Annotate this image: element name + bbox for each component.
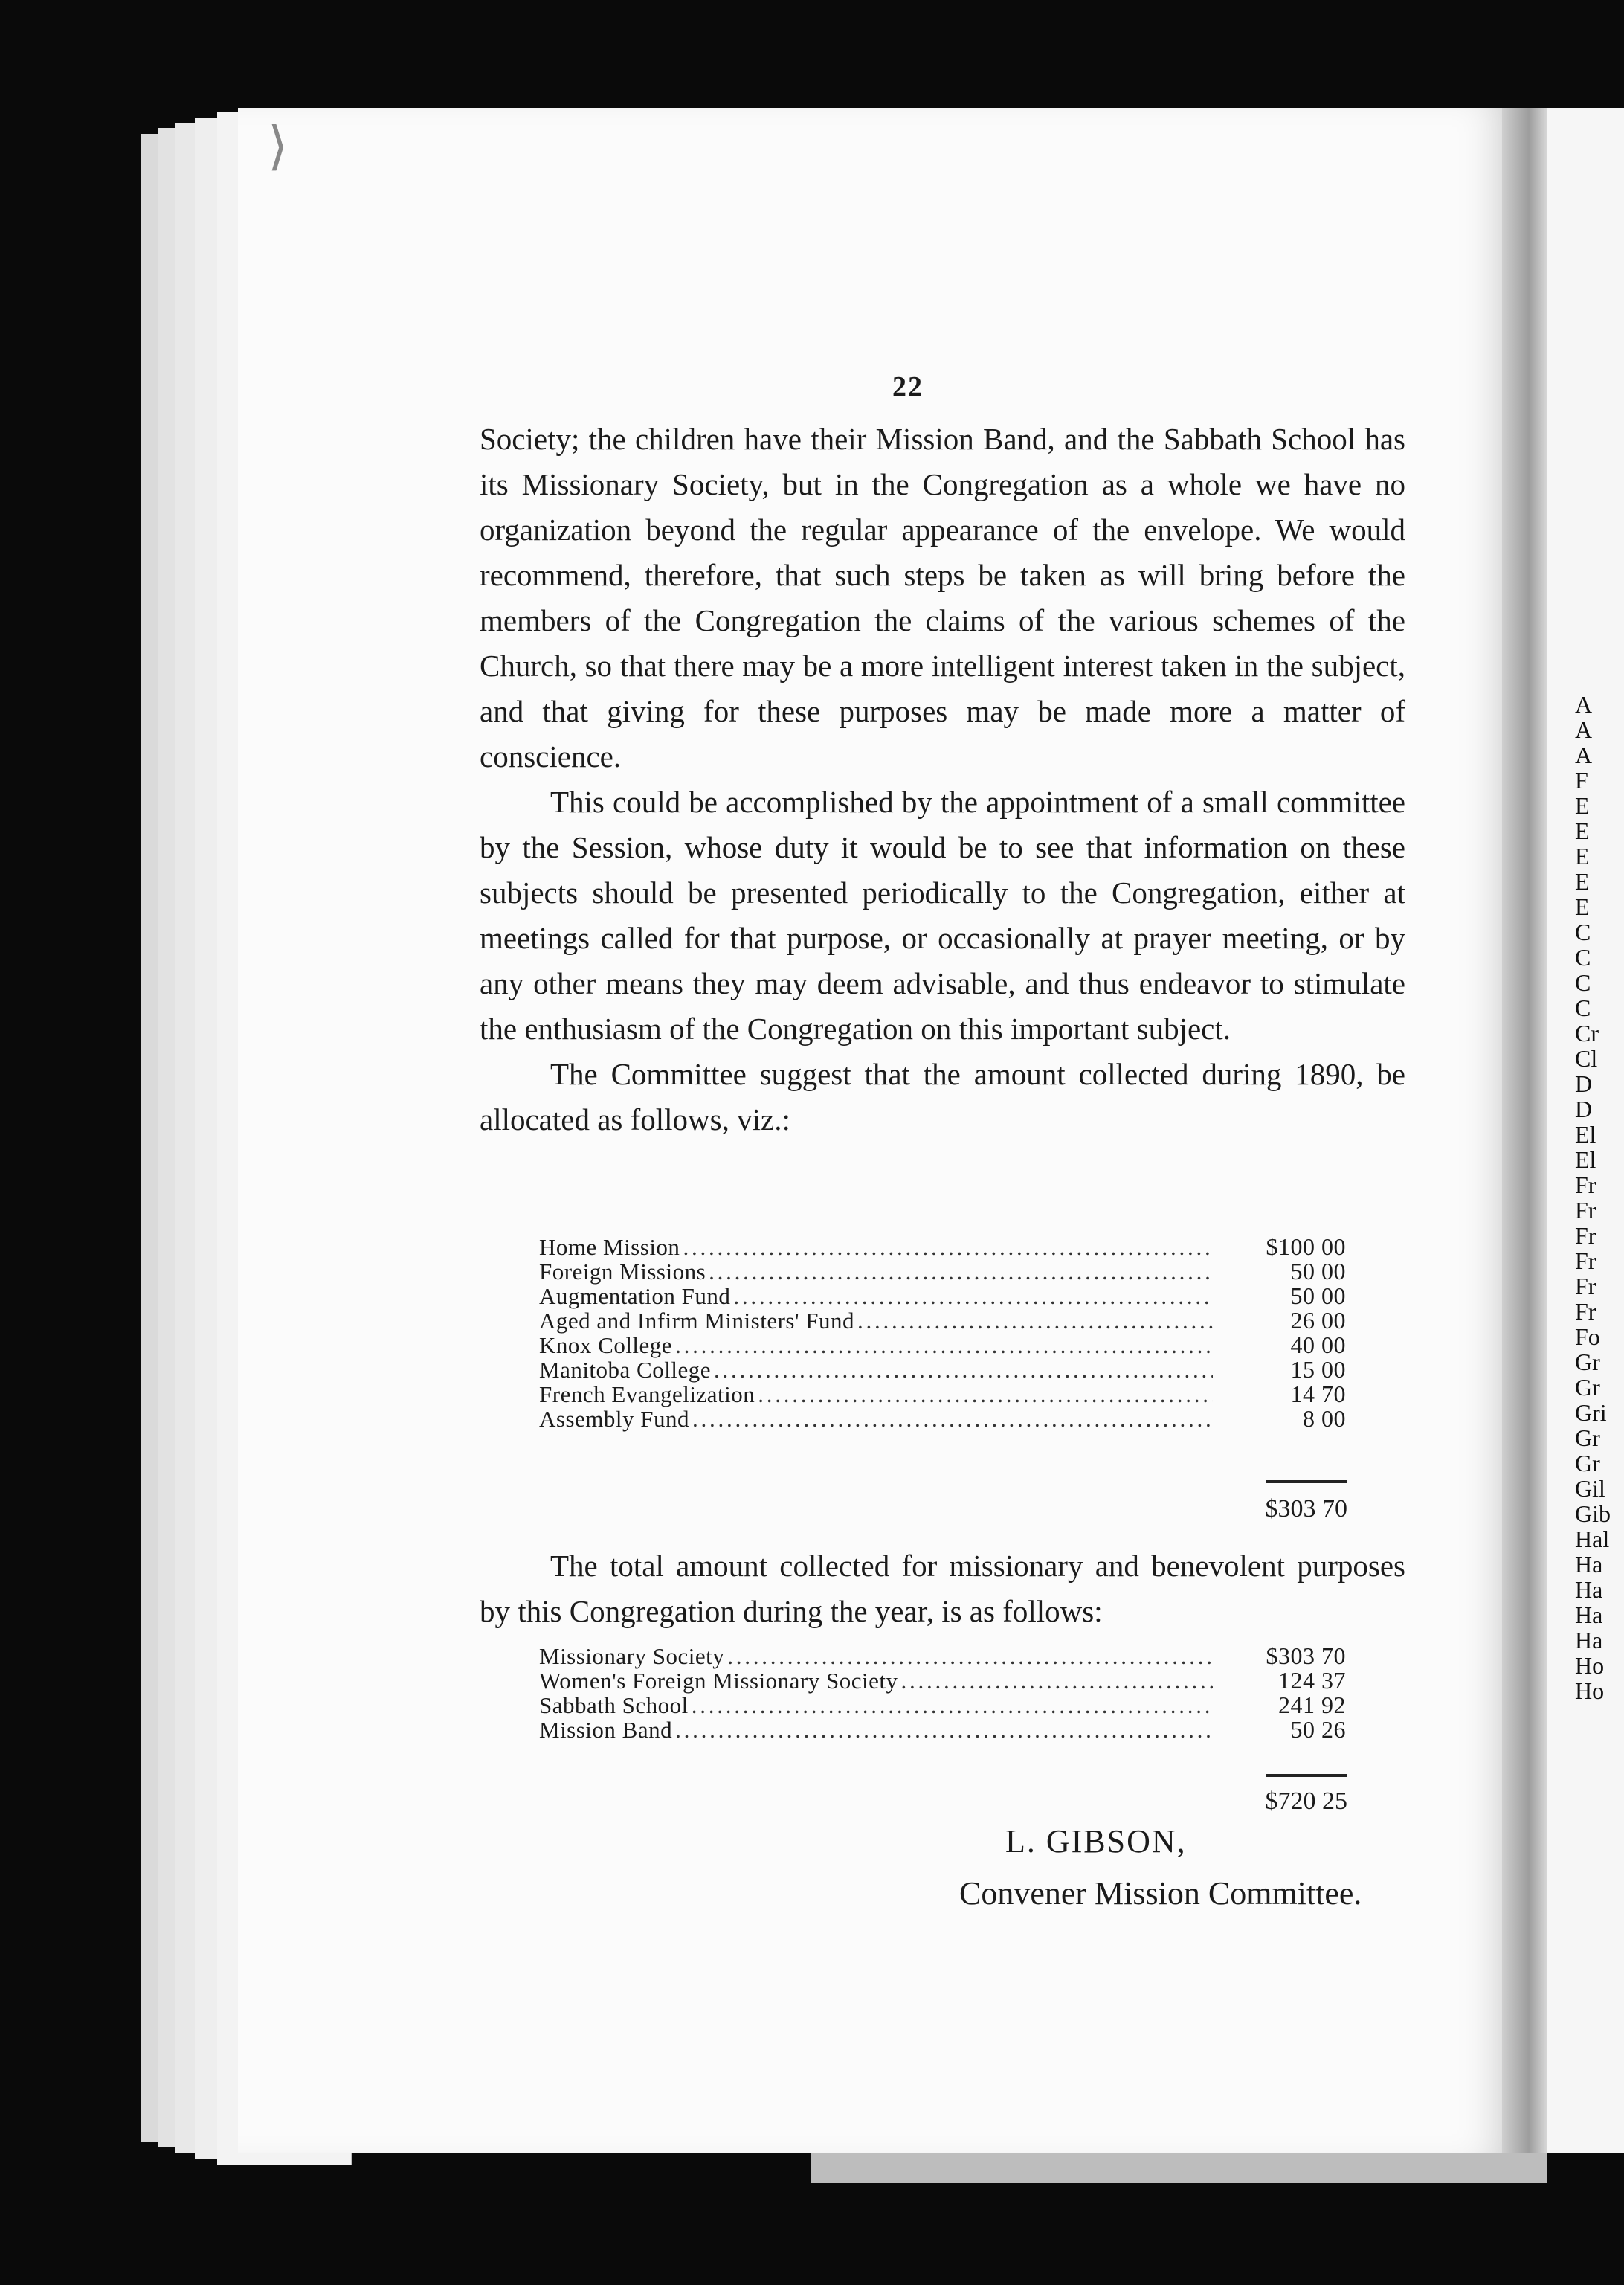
facing-page-fragment: Ho <box>1575 1677 1605 1703</box>
table-row <box>539 1668 1346 1693</box>
facing-page-fragment: E <box>1575 893 1590 920</box>
table-row <box>539 1382 1346 1407</box>
row-amount: 26 00 <box>1290 1307 1346 1334</box>
paragraph: Society; the children have their Mission Band, and the Sabbath School has its Missionary Society, but in the Congregation as a whole we have no organization beyond the regular appearance of the envelope. We would recommend, therefore, that such steps be taken as will bring before the members of the Congregation the claims of the various schemes of the Church, so that there may be a more intelligent interest taken in the subject, and that giving for these purposes may be made more a matter of conscience. <box>480 422 1405 774</box>
sum-rule <box>1266 1774 1347 1777</box>
row-amount: 50 26 <box>1290 1716 1346 1743</box>
facing-page-fragment: C <box>1575 919 1591 945</box>
facing-page-fragment: A <box>1575 692 1593 718</box>
facing-page-fragment: Gil <box>1575 1475 1605 1502</box>
facing-page-fragment: Gr <box>1575 1424 1600 1451</box>
facing-page-fragment: Gr <box>1575 1450 1600 1476</box>
row-label: Home Mission <box>539 1234 680 1260</box>
row-amount: 40 00 <box>1290 1331 1346 1358</box>
table-row <box>539 1259 1346 1284</box>
row-label: French Evangelization <box>539 1381 755 1407</box>
facing-page-fragment: Gr <box>1575 1349 1600 1375</box>
book-gutter <box>1502 108 1547 2153</box>
facing-page-fragment: Ha <box>1575 1551 1603 1578</box>
table-row <box>539 1235 1346 1259</box>
row-label: Sabbath School <box>539 1692 689 1718</box>
facing-page-fragment: Cl <box>1575 1045 1598 1072</box>
facing-page-fragment: D <box>1575 1096 1593 1122</box>
page-bottom-strip <box>811 2153 1547 2183</box>
table-row <box>539 1717 1346 1742</box>
row-amount: 14 70 <box>1290 1381 1346 1407</box>
facing-page-fragment: E <box>1575 817 1590 844</box>
table-row <box>539 1284 1346 1308</box>
collected-table <box>539 1644 1346 1742</box>
facing-page-fragment: C <box>1575 969 1591 996</box>
facing-page-fragment: Fo <box>1575 1323 1600 1350</box>
row-label: Foreign Missions <box>539 1259 706 1285</box>
paragraph: This could be accomplished by the appointment of a small committee by the Session, whose duty it would be to see that information on these subjects should be presented periodically to the Congregation, either at meetings called for that purpose, or occasionally at prayer meeting, or by any other means they may deem advisable, and thus endeavor to stimulate the enthusiasm of the Congregation on this important subject. <box>480 785 1405 1046</box>
signature-title: Convener Mission Committee. <box>959 1875 1362 1912</box>
body-text <box>480 1543 1405 1634</box>
facing-page-fragment: Fr <box>1575 1197 1596 1224</box>
table-row <box>539 1693 1346 1717</box>
allocation-total: $303 70 <box>1265 1495 1347 1523</box>
facing-page-fragment: El <box>1575 1121 1596 1148</box>
row-label: Knox College <box>539 1332 673 1358</box>
facing-page-fragment: E <box>1575 792 1590 819</box>
facing-page-fragment: F <box>1575 767 1588 794</box>
row-amount: $303 70 <box>1266 1642 1346 1669</box>
facing-page-fragment: Ha <box>1575 1576 1603 1603</box>
pencil-mark: ⟩ <box>268 115 289 176</box>
allocation-table <box>539 1235 1346 1431</box>
facing-page-fragment: Fr <box>1575 1247 1596 1274</box>
row-amount: $100 00 <box>1266 1233 1346 1260</box>
facing-page-fragment: Ho <box>1575 1652 1605 1679</box>
collected-total: $720 25 <box>1265 1787 1347 1815</box>
row-label: Mission Band <box>539 1717 673 1743</box>
row-label: Assembly Fund <box>539 1406 689 1432</box>
table-row <box>539 1644 1346 1668</box>
facing-page-fragment: Fr <box>1575 1222 1596 1249</box>
facing-page-fragment: Hal <box>1575 1526 1610 1552</box>
signature-name: L. GIBSON, <box>1005 1823 1187 1860</box>
body-text <box>480 417 1405 1142</box>
paragraph: The total amount collected for missionary and benevolent purposes by this Congregation during the year, is as follows: <box>480 1549 1405 1628</box>
row-amount: 8 00 <box>1303 1405 1346 1432</box>
facing-page-fragment: A <box>1575 742 1593 768</box>
facing-page-fragment: D <box>1575 1070 1593 1097</box>
row-amount: 15 00 <box>1290 1356 1346 1383</box>
table-row <box>539 1407 1346 1431</box>
facing-page-fragment: Gri <box>1575 1399 1607 1426</box>
row-amount: 50 00 <box>1290 1258 1346 1285</box>
row-amount: 241 92 <box>1278 1691 1346 1718</box>
table-row <box>539 1333 1346 1357</box>
facing-page-fragment: Gr <box>1575 1374 1600 1401</box>
facing-page-fragment: El <box>1575 1146 1596 1173</box>
facing-page-fragment: Ha <box>1575 1601 1603 1628</box>
facing-page-fragment: E <box>1575 843 1590 870</box>
facing-page-fragment: E <box>1575 868 1590 895</box>
facing-page-fragment: C <box>1575 944 1591 971</box>
table-row <box>539 1357 1346 1382</box>
facing-page-fragment: A <box>1575 716 1593 743</box>
sum-rule <box>1266 1480 1347 1483</box>
paragraph: The Committee suggest that the amount collected during 1890, be allocated as follows, viz.: <box>480 1057 1405 1137</box>
facing-page-fragment: C <box>1575 994 1591 1021</box>
facing-page-fragment: Fr <box>1575 1298 1596 1325</box>
row-label: Augmentation Fund <box>539 1283 731 1309</box>
facing-page-fragment: Ha <box>1575 1627 1603 1654</box>
facing-page-text <box>1575 692 1624 1703</box>
row-amount: 124 37 <box>1278 1667 1346 1694</box>
facing-page-fragment: Cr <box>1575 1020 1599 1047</box>
facing-page-fragment: Fr <box>1575 1273 1596 1299</box>
row-label: Women's Foreign Missionary Society <box>539 1668 898 1694</box>
row-label: Missionary Society <box>539 1643 725 1669</box>
row-amount: 50 00 <box>1290 1282 1346 1309</box>
facing-page-fragment: Fr <box>1575 1172 1596 1198</box>
row-label: Manitoba College <box>539 1357 711 1383</box>
page-number: 22 <box>892 371 924 402</box>
facing-page-fragment: Gib <box>1575 1500 1611 1527</box>
table-row <box>539 1308 1346 1333</box>
row-label: Aged and Infirm Ministers' Fund <box>539 1308 855 1334</box>
